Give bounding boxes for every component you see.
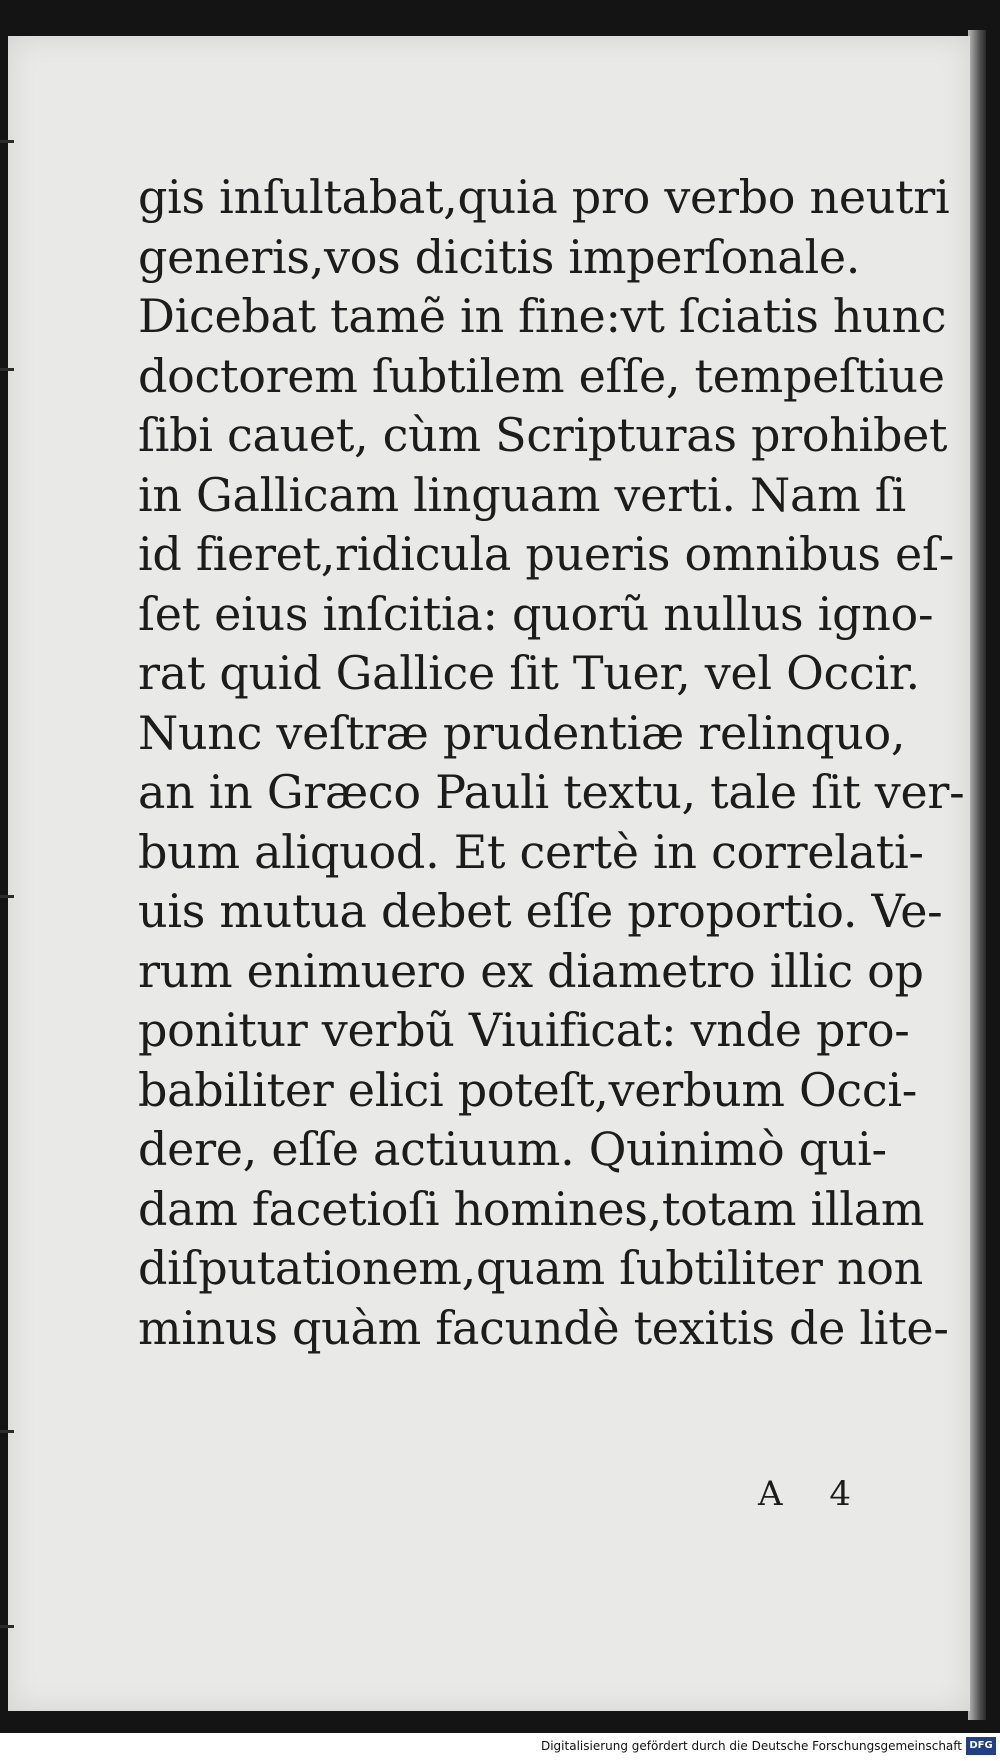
funding-credit: Digitalisierung gefördert durch die Deutsche Forschungsgemeinschaft — [540, 1739, 962, 1753]
text-line: babiliter elici poteſt,verbum Occi- — [138, 1062, 918, 1117]
text-line: ſet eius inſcitia: quorũ nullus igno- — [138, 586, 934, 641]
digitization-footer — [0, 1733, 1000, 1761]
text-line: minus quàm facundè texitis de lite- — [138, 1300, 949, 1355]
text-line: rum enimuero ex diametro illic op — [138, 943, 924, 998]
text-line: ſibi cauet, cùm Scripturas prohibet — [138, 408, 948, 462]
text-line: bum aliquod. Et certè in correlati- — [138, 824, 924, 879]
text-line: rat quid Gallice ſit Tuer, vel Occir. — [138, 646, 920, 700]
dfg-logo: DFG — [966, 1737, 996, 1755]
text-line: uis mutua debet eſſe proportio. Ve- — [138, 884, 943, 938]
signature-mark: A 4 — [758, 1474, 869, 1514]
text-line: doctorem ſubtilem eſſe, tempeſtiue — [138, 348, 945, 403]
text-line: id fieret,ridicula pueris omnibus eſ- — [138, 527, 954, 581]
text-line: Nunc veſtræ prudentiæ relinquo, — [138, 705, 906, 760]
binding-mark — [0, 895, 14, 898]
text-line: ponitur verbũ Viuificat: vnde pro- — [138, 1003, 910, 1057]
book-edge — [968, 30, 986, 1720]
text-line: an in Græco Pauli textu, tale ſit ver- — [138, 765, 965, 819]
text-line: Dicebat tamẽ in fine:vt ſciatis hunc — [138, 289, 947, 343]
text-line: in Gallicam linguam verti. Nam ſi — [138, 467, 906, 522]
body-text — [138, 168, 965, 1358]
binding-mark — [0, 140, 14, 143]
text-line: dam facetioſi homines,totam illam — [138, 1181, 925, 1236]
text-line: generis,vos dicitis imperſonale. — [138, 229, 861, 284]
text-line: dere, eſſe actiuum. Quinimò qui- — [138, 1122, 887, 1176]
binding-mark — [0, 1625, 14, 1628]
binding-mark — [0, 368, 14, 371]
text-line: gis inſultabat,quia pro verbo neutri — [138, 170, 950, 224]
text-line: diſputationem,quam ſubtiliter non — [138, 1241, 923, 1295]
binding-mark — [0, 1430, 14, 1433]
